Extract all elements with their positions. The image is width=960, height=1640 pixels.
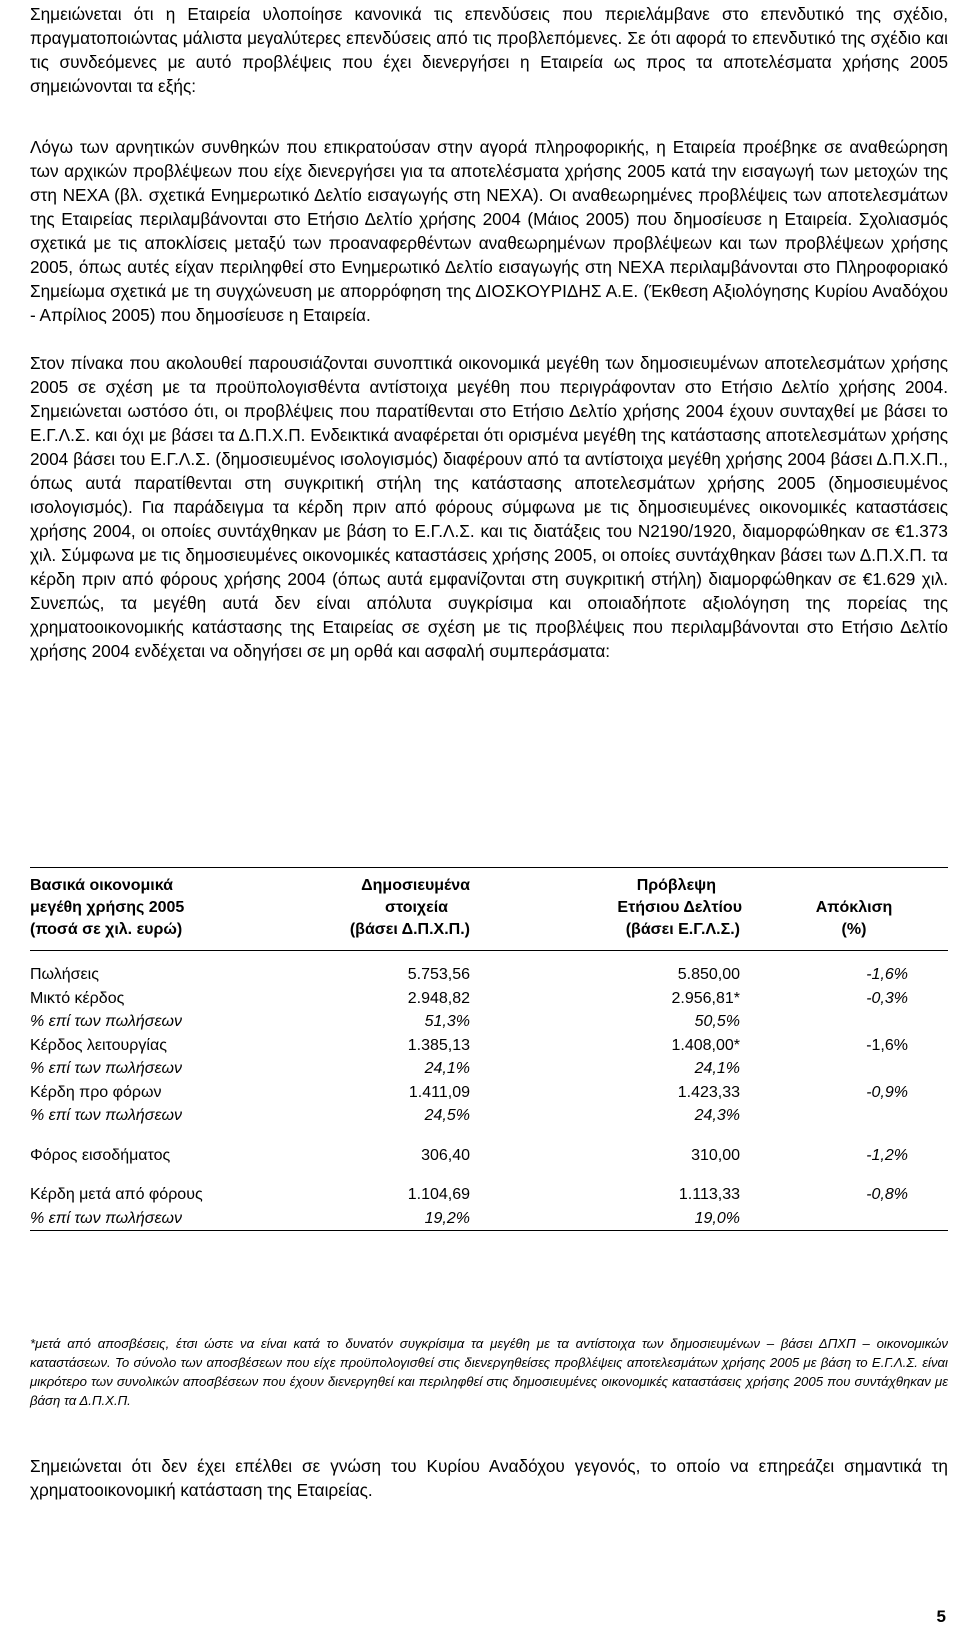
row-label: % επί των πωλήσεων	[30, 1107, 182, 1124]
table-row	[30, 1183, 948, 1207]
row-label: % επί των πωλήσεων	[30, 1207, 260, 1231]
row-forecast-value: 2.956,81*	[671, 989, 740, 1007]
row-label: % επί των πωλήσεων	[30, 1013, 182, 1030]
financial-comparison-table	[30, 867, 948, 1231]
row-published-value: 24,5%	[424, 1107, 470, 1124]
table-row	[30, 1057, 948, 1081]
row-published-value: 24,1%	[424, 1060, 470, 1077]
row-label: Κέρδος λειτουργίας	[30, 1036, 167, 1054]
header-deviation	[750, 868, 948, 951]
page-number: 5	[936, 1607, 946, 1626]
header-line: (%)	[841, 921, 867, 938]
row-deviation-value: -1,6%	[866, 1036, 908, 1054]
row-published-value: 51,3%	[424, 1013, 470, 1030]
row-label: Φόρος εισοδήματος	[30, 1146, 171, 1164]
row-deviation-value: -0,9%	[866, 1083, 908, 1101]
table-header-row	[30, 868, 948, 951]
row-published-value: 2.948,82	[407, 989, 470, 1007]
table-row	[30, 963, 948, 987]
table-row	[30, 987, 948, 1011]
row-deviation-value	[750, 1010, 948, 1034]
row-label: Πωλήσεις	[30, 966, 99, 983]
table-row	[30, 1081, 948, 1105]
table-row	[30, 1010, 948, 1034]
row-deviation-value: -0,3%	[866, 989, 908, 1007]
row-deviation-value	[750, 1104, 948, 1128]
row-published-value: 5.753,56	[407, 966, 470, 983]
table-footnote: *μετά από αποσβέσεις, έτσι ώστε να είναι κατά το δυνατόν συγκρίσιμα τα μεγέθη με τα αντίστοιχα των δημοσιευμένων – βάσει ΔΠΧΠ – οικονομικών καταστάσεων. Το σύνολο των αποσβέσεων που είχε προϋπολογισθεί στις διενεργηθείσες προβλέψεις αποτελεσμάτων χρήσης 2005 με βάση το Ε.Γ.Λ.Σ. είναι μικρότερο των συνολικών αποσβέσεων που έχουν διενεργηθεί και περιληφθεί στις δημοσιευμένες οικονομικές καταστάσεις χρήσης 2005 που συντάχθηκαν με βάση τα Δ.Π.Χ.Π.	[30, 1336, 948, 1408]
row-label: Κέρδη μετά από φόρους	[30, 1186, 203, 1203]
document-page	[30, 2, 948, 1500]
paragraph-closing: Σημειώνεται ότι δεν έχει επέλθει σε γνώση του Κυρίου Αναδόχου γεγονός, το οποίο να επηρεάζει σημαντικά τη χρηματοοικονομική κατάσταση της Εταιρείας.	[30, 1456, 948, 1500]
row-published-value: 19,2%	[260, 1207, 470, 1231]
header-line: στοιχεία	[385, 899, 448, 916]
header-line: Βασικά οικονομικά	[30, 877, 173, 894]
row-published-value: 1.385,13	[407, 1036, 470, 1054]
row-published-value: 1.104,69	[407, 1186, 470, 1203]
table-row	[30, 1034, 948, 1058]
paragraph-revised-forecasts: Λόγω των αρνητικών συνθηκών που επικρατούσαν στην αγορά πληροφορικής, η Εταιρεία προέβηκε σε αναθεώρηση των αρχικών προβλέψεων που είχε διενεργήσει για τα αποτελέσματα χρήσης 2005 κατά την εισαγωγή των μετοχών της στη ΝΕΧΑ (βλ. σχετικά Ενημερωτικό Δελτίο εισαγωγής στη ΝΕΧΑ). Οι αναθεωρημένες προβλέψεις των αποτελεσμάτων της Εταιρείας περιλαμβάνονται στο Ετήσιο Δελτίο χρήσης 2004 (Μάιος 2005) που δημοσίευσε η Εταιρεία. Σχολιασμός σχετικά με τις αποκλίσεις μεταξύ των προαναφερθέντων αναθεωρημένων προβλέψεων και των προβλέψεων χρήσης 2005, όπως αυτές είχαν περιληφθεί στο Ενημερωτικό Δελτίο εισαγωγής στη ΝΕΧΑ περιλαμβάνονται στο Πληροφοριακό Σημείωμα σχετικά με τη συγχώνευση με απορρόφηση της ΔΙΟΣΚΟΥΡΙΔΗΣ Α.Ε. (Έκθεση Αξιολόγησης Κυρίου Αναδόχου - Απρίλιος 2005) που δημοσίευσε η Εταιρεία.	[30, 137, 948, 325]
table-row	[30, 1144, 948, 1168]
header-line: Δημοσιευμένα	[361, 877, 470, 894]
header-line: μεγέθη χρήσης 2005	[30, 899, 185, 916]
row-forecast-value: 50,5%	[694, 1013, 740, 1030]
header-key-figures	[30, 868, 260, 951]
header-line: (βάσει Ε.Γ.Λ.Σ.)	[625, 921, 740, 938]
header-line: (βάσει Δ.Π.Χ.Π.)	[349, 921, 470, 938]
table-spacer	[30, 1167, 948, 1183]
row-forecast-value: 310,00	[691, 1146, 740, 1164]
table-spacer	[30, 951, 948, 964]
row-label: % επί των πωλήσεων	[30, 1060, 182, 1077]
row-forecast-value: 1.423,33	[677, 1083, 740, 1101]
row-deviation-value: -1,6%	[866, 966, 908, 983]
header-line: (ποσά σε χιλ. ευρώ)	[30, 921, 183, 938]
header-forecast	[470, 868, 750, 951]
paragraph-table-intro: Στον πίνακα που ακολουθεί παρουσιάζονται συνοπτικά οικονομικά μεγέθη των δημοσιευμένων αποτελεσμάτων χρήσης 2005 σε σχέση με τα προϋπολογισθέντα αντίστοιχα μεγέθη που περιγράφονταν στο Ετήσιο Δελτίο χρήσης 2004. Σημειώνεται ωστόσο ότι, οι προβλέψεις που παρατίθενται στο Ετήσιο Δελτίο χρήσης 2004 έχουν συνταχθεί με βάσει το Ε.Γ.Λ.Σ. και όχι με βάσει τα Δ.Π.Χ.Π. Ενδεικτικά αναφέρεται ότι ορισμένα μεγέθη της κατάστασης αποτελεσμάτων χρήσης 2004 βάσει του Ε.Γ.Λ.Σ. (δημοσιευμένος ισολογισμός) διαφέρουν από τα αντίστοιχα μεγέθη χρήσης 2004 βάσει Δ.Π.Χ.Π., όπως αυτά παρατίθενται στη συγκριτική στήλη της κατάστασης αποτελεσμάτων χρήσης 2005 (δημοσιευμένος ισολογισμός). Για παράδειγμα τα κέρδη πριν από φόρους σύμφωνα με τις δημοσιευμένες οικονομικές καταστάσεις χρήσης 2004, οι οποίες συντάχθηκαν με βάση το Ε.Γ.Λ.Σ. και τις διατάξεις του Ν2190/1920, διαμορφώθηκαν σε €1.373 χιλ. Σύμφωνα με τις δημοσιευμένες οικονομικές καταστάσεις χρήσης 2005, οι οποίες συντάχθηκαν βάσει των Δ.Π.Χ.Π. τα κέρδη πριν από φόρους χρήσης 2004 (όπως αυτά εμφανίζονται στη συγκριτική στήλη) διαμορφώθηκαν σε €1.629 χιλ. Συνεπώς, τα μεγέθη αυτά δεν είναι απόλυτα συγκρίσιμα και οποιαδήποτε αξιολόγηση της πορείας της χρηματοοικονομικής κατάστασης της Εταιρείας σε σχέση με τις προβλέψεις που περιλαμβάνονται στο Ετήσιο Δελτίο χρήσης 2004 ενδέχεται να οδηγήσει σε μη ορθά και ασφαλή συμπεράσματα:	[30, 353, 948, 661]
header-line: Ετήσιου Δελτίου	[617, 899, 742, 916]
row-forecast-value: 1.113,33	[678, 1186, 740, 1203]
header-line: Απόκλιση	[815, 899, 893, 916]
row-deviation-value	[750, 1057, 948, 1081]
row-forecast-value: 24,3%	[694, 1107, 740, 1124]
row-forecast-value: 5.850,00	[677, 966, 740, 983]
header-line: Πρόβλεψη	[636, 877, 716, 894]
row-forecast-value: 19,0%	[470, 1207, 750, 1231]
row-deviation-value: -0,8%	[866, 1186, 908, 1203]
row-published-value: 1.411,09	[408, 1083, 470, 1101]
row-label: Μικτό κέρδος	[30, 989, 125, 1007]
paragraph-investments: Σημειώνεται ότι η Εταιρεία υλοποίησε κανονικά τις επενδύσεις που περιελάμβανε στο επενδυτικό της σχέδιο, πραγματοποιώντας μάλιστα μεγαλύτερες επενδύσεις από τις προβλεπόμενες. Σε ότι αφορά το επενδυτικό της σχέδιο και τις συνδεόμενες με αυτό προβλέψεις που έχει διενεργήσει η Εταιρεία ως προς τα αποτελέσματα χρήσης 2005 σημειώνονται τα εξής:	[30, 4, 948, 96]
table-row	[30, 1104, 948, 1128]
row-forecast-value: 24,1%	[694, 1060, 740, 1077]
table-spacer	[30, 1128, 948, 1144]
header-published	[260, 868, 470, 951]
row-published-value: 306,40	[421, 1146, 470, 1164]
row-forecast-value: 1.408,00*	[671, 1036, 740, 1054]
row-label: Κέρδη προ φόρων	[30, 1083, 162, 1101]
table-row	[30, 1207, 948, 1231]
row-deviation-value: -1,2%	[866, 1146, 908, 1164]
row-deviation-value	[750, 1207, 948, 1231]
